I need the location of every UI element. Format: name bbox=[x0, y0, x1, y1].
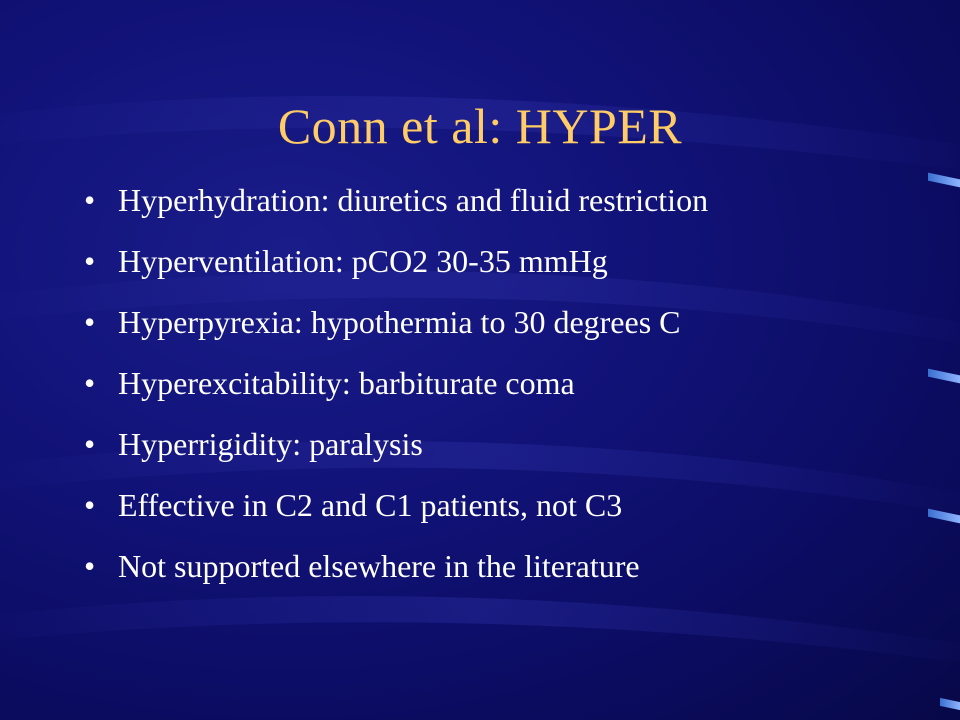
bullet-item: • Hyperventilation: pCO2 30-35 mmHg bbox=[84, 241, 904, 281]
bullet-item: • Not supported elsewhere in the literature bbox=[84, 546, 904, 586]
slide-title: Conn et al: HYPER bbox=[277, 98, 683, 154]
bullet-item: • Hyperexcitability: barbiturate coma bbox=[84, 363, 904, 403]
bullet-item: • Hyperpyrexia: hypothermia to 30 degrees C bbox=[84, 302, 904, 342]
bullet-item: • Hyperrigidity: paralysis bbox=[84, 424, 904, 464]
bullet-list bbox=[84, 180, 904, 607]
bullet-item: • Effective in C2 and C1 patients, not C3 bbox=[84, 485, 904, 525]
bullet-item: • Hyperhydration: diuretics and fluid restriction bbox=[84, 180, 904, 220]
